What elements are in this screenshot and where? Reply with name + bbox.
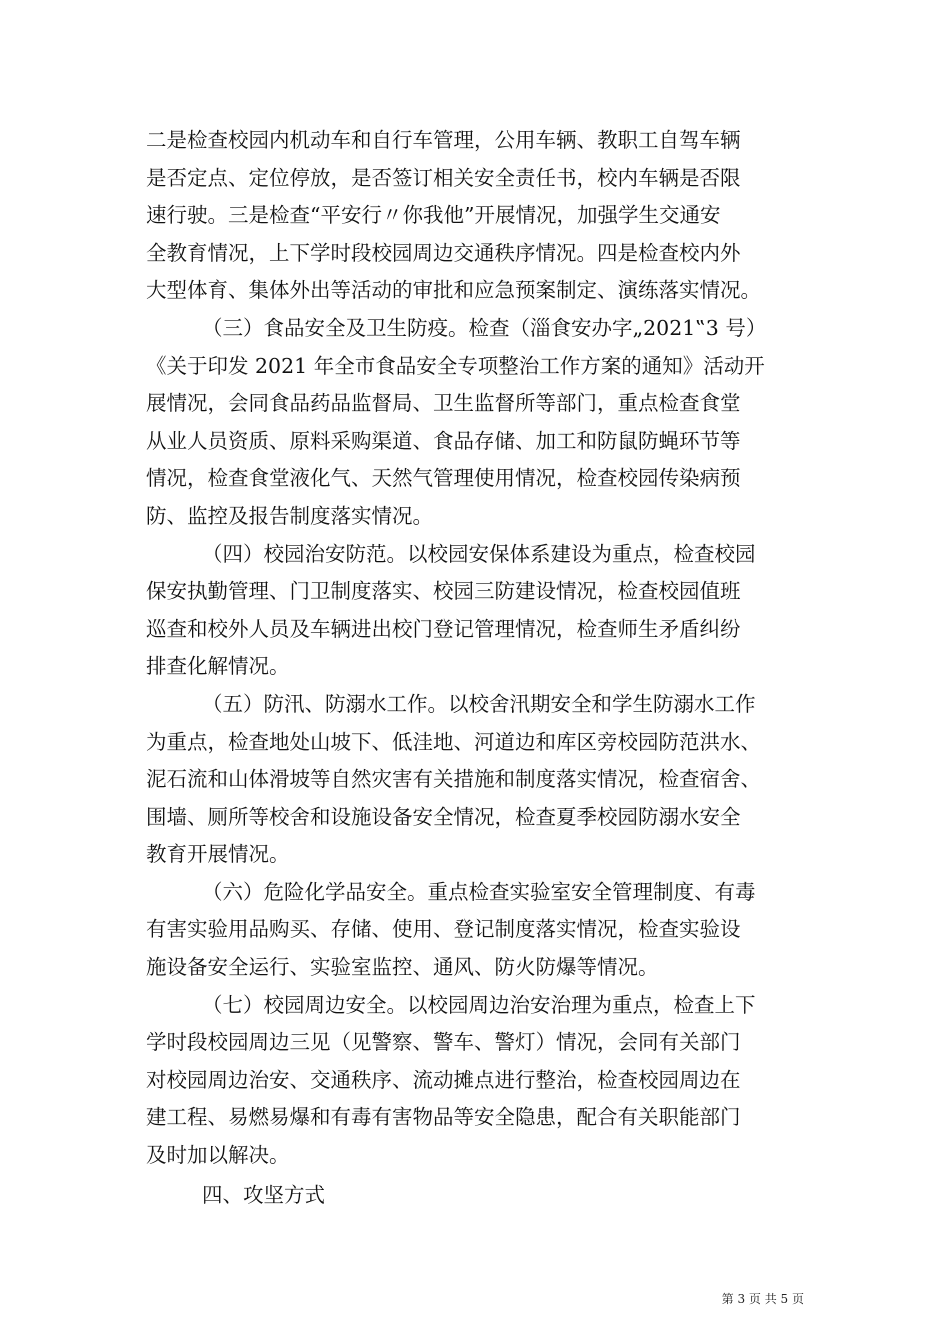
text-line: 泥石流和山体滑坡等自然灾害有关措施和制度落实情况，检查宿舍、	[146, 767, 761, 792]
page-number-label: 第 3 页 共 5 页	[721, 1292, 804, 1306]
text-line: 施设备安全运行、实验室监控、通风、防火防爆等情况。	[146, 955, 659, 980]
text-line: 排查化解情况。	[146, 654, 290, 679]
text-line: 情况，检查食堂液化气、天然气管理使用情况，检查校园传染病预	[146, 466, 741, 491]
text-line: 教育开展情况。	[146, 842, 290, 867]
text-line: 速行驶。三是检查“平安行〃你我他”开展情况，加强学生交通安	[146, 203, 721, 228]
text-line: 有害实验用品购买、存储、使用、登记制度落实情况，检查实验设	[146, 917, 741, 942]
text-line: 保安执勤管理、门卫制度落实、校园三防建设情况，检查校园值班	[146, 579, 741, 604]
text-line: 巡查和校外人员及车辆进出校门登记管理情况，检查师生矛盾纠纷	[146, 616, 741, 641]
text-line: 二是检查校园内机动车和自行车管理，公用车辆、教职工自驾车辆	[146, 128, 741, 152]
text-line: 建工程、易燃易爆和有毒有害物品等安全隐患，配合有关职能部门	[146, 1105, 741, 1130]
section-heading-line: （六）危险化学品安全。重点检查实验室安全管理制度、有毒	[202, 879, 756, 904]
text-line: 为重点，检查地处山坡下、低洼地、河道边和库区旁校园防范洪水、	[146, 729, 761, 754]
text-line: 展情况，会同食品药品监督局、卫生监督所等部门，重点检查食堂	[146, 391, 741, 416]
text-line: 《关于印发 2021 年全市食品安全专项整治工作方案的通知》活动开	[146, 353, 765, 378]
page-number-footer	[722, 1292, 804, 1306]
text-line: 学时段校园周边三见（见警察、警车、警灯）情况，会同有关部门	[146, 1030, 741, 1055]
text-line: 围墙、厕所等校舍和设施设备安全情况，检查夏季校园防溺水安全	[146, 804, 741, 829]
text-line: 从业人员资质、原料采购渠道、食品存储、加工和防鼠防蝇环节等	[146, 428, 741, 453]
chapter-heading: 四、攻坚方式	[202, 1182, 325, 1207]
section-heading-line: （七）校园周边安全。以校园周边治安治理为重点，检查上下	[202, 992, 756, 1017]
section-heading-line: （五）防汛、防溺水工作。以校舍汛期安全和学生防溺水工作	[202, 691, 756, 716]
text-line: 大型体育、集体外出等活动的审批和应急预案制定、演练落实情况。	[146, 278, 761, 303]
text-line: 全教育情况，上下学时段校园周边交通秩序情况。四是检查校内外	[146, 240, 741, 265]
text-line: 对校园周边治安、交通秩序、流动摊点进行整治，检查校园周边在	[146, 1067, 741, 1092]
document-body	[146, 122, 831, 1214]
text-line: 防、监控及报告制度落实情况。	[146, 503, 433, 528]
text-line: 及时加以解决。	[146, 1143, 290, 1168]
section-heading-line: （三）食品安全及卫生防疫。检查（淄食安办字„2021‟3 号）	[202, 315, 767, 340]
text-line: 是否定点、定位停放，是否签订相关安全责任书，校内车辆是否限	[146, 165, 741, 190]
section-heading-line: （四）校园治安防范。以校园安保体系建设为重点，检查校园	[202, 541, 756, 566]
